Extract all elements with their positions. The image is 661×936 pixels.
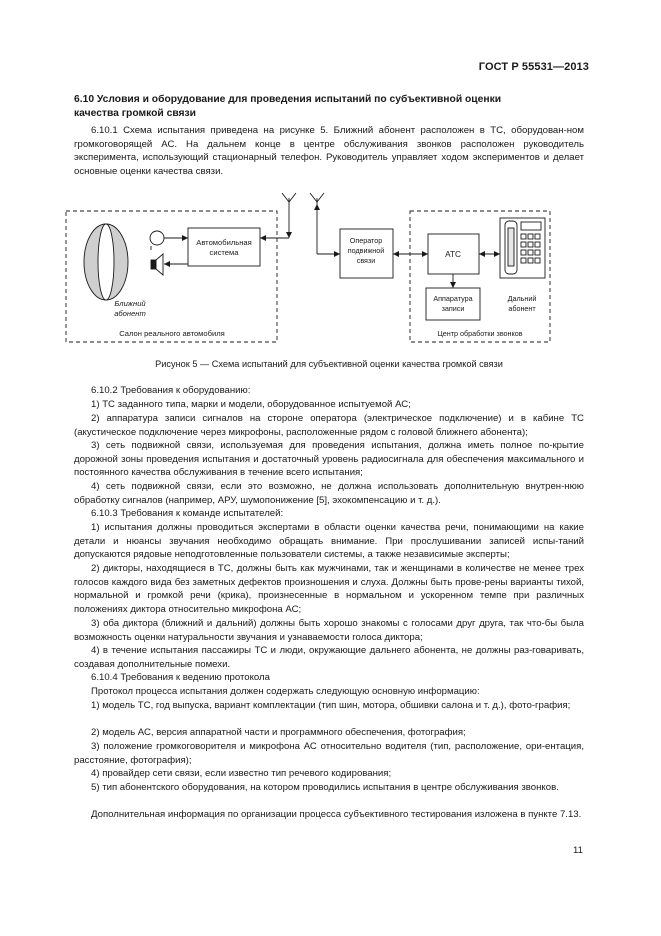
equipment-item-3: 3) сеть подвижной связи, используемая для проведения испытания, должна иметь полное по-крытие дорожной зоны проведения испытания и достаточный уровень радиосигнала для обеспечения максимального и постоянного качества обслуживания в течение всего испытания;: [74, 440, 584, 479]
protocol-item-5: 5) тип абонентского оборудования, на котором проводились испытания в центре обслуживания звонков.: [91, 782, 559, 793]
car-system-box: [188, 228, 260, 266]
page-number: 11: [573, 845, 583, 856]
equipment-title: 6.10.2 Требования к оборудованию:: [91, 385, 251, 396]
operator-antenna-icon: [310, 193, 324, 254]
standard-code: ГОСТ Р 55531—2013: [478, 61, 589, 73]
near-subscriber-label-1: Ближний: [114, 299, 146, 308]
team-item-3: 3) оба диктора (ближний и дальний) должны быть хорошо знакомы с голосами друг друга, так что-бы была возможность оценки натуральности звучания и узнаваемости голоса диктора;: [74, 618, 584, 643]
operator-label-3: связи: [356, 256, 376, 265]
test-scheme-diagram: [60, 188, 600, 348]
equipment-item-1: 1) ТС заданного типа, марки и модели, оборудованное испытуемой АС;: [91, 399, 411, 410]
intro-paragraph: 6.10.1 Схема испытания приведена на рисунке 5. Ближний абонент расположен в ТС, оборудован-ном громкоговорящей АС. На дальнем конце в центре обслуживания звонков расположен руководитель эксперимента, использующий стационарный телефон. Руководитель управляет ходом экспериментов и делает основные оценки качества связи.: [74, 125, 584, 178]
desk-phone-icon: [500, 218, 545, 278]
car-system-label-1: Автомобильная: [196, 238, 252, 247]
figure-caption: Рисунок 5 — Схема испытаний для субъективной оценки качества громкой связи: [155, 359, 503, 369]
operator-label-2: подвижной: [347, 246, 385, 255]
protocol-item-3: 3) положение громкоговорителя и микрофона АС относительно водителя (тип, расположение, ори-ентация, расстояние, фотография);: [74, 741, 584, 766]
protocol-item-4: 4) провайдер сети связи, если известно тип речевого кодирования;: [91, 768, 392, 779]
near-subscriber-head-icon: [84, 224, 128, 300]
far-subscriber-label-1: Дальний: [507, 294, 537, 303]
protocol-extra: Дополнительная информация по организации процесса субъективного тестирования изложена в пункте 7.13.: [91, 809, 582, 820]
team-item-2: 2) дикторы, находящиеся в ТС, должны быть как мужчинами, так и женщинами в количестве не менее трех голосов каждого вида без заметных дефектов произношения и слуха. Должны быть прове-рены варианты тихой, нормальной и громкой речи (крика), произнесенные в нормальном и ускоренном темпе при различных положениях диктора относительно микрофона АС;: [74, 563, 584, 616]
section-title-line2: качества громкой связи: [74, 107, 196, 119]
team-item-1: 1) испытания должны проводиться экспертами в области оценки качества речи, понимающими на какие детали и нюансы звучания необходимо обращать внимание. При прослушивании записей испы-таний допускаются рядовые неподготовленные пользователи системы, а также независимые эксперты;: [74, 522, 584, 561]
team-item-4: 4) в течение испытания пассажиры ТС и люди, окружающие дальнего абонента, не должны раз-говаривать, создавая дополнительные помехи.: [74, 645, 584, 670]
recorder-label-2: записи: [441, 304, 465, 313]
car-system-label-2: система: [209, 248, 239, 257]
far-subscriber-label-2: абонент: [508, 304, 536, 313]
protocol-item-2: 2) модель АС, версия аппаратной части и программного обеспечения, фотография;: [91, 727, 466, 738]
equipment-item-2: 2) аппаратура записи сигналов на стороне оператора (электрическое подключение) и в кабине ТС (акустическое подключение через микрофоны, расположенные рядом с головой ближнего абонента);: [74, 413, 584, 438]
ats-label: АТС: [445, 250, 461, 259]
equipment-item-4: 4) сеть подвижной связи, если это возможно, не должна использовать дополнительную внутрен-нюю обработку сигналов (например, АРУ, шумопонижение [5], эхокомпенсацию и т. д.).: [74, 481, 584, 506]
recorder-label-1: Аппаратура: [433, 294, 473, 303]
car-salon-label: Салон реального автомобиля: [119, 329, 225, 338]
protocol-item-1: 1) модель ТС, год выпуска, вариант комплектации (тип шин, мотора, обшивки салона и т. д.), фото-графия;: [91, 700, 571, 711]
team-title: 6.10.3 Требования к команде испытателей:: [91, 508, 284, 519]
operator-label-1: Оператор: [349, 236, 383, 245]
protocol-title: 6.10.4 Требования к ведению протокола: [91, 672, 270, 683]
call-center-box: [410, 211, 550, 342]
section-title-line1: 6.10 Условия и оборудование для проведения испытаний по субъективной оценки: [74, 94, 502, 105]
car-antenna-icon: [282, 193, 296, 238]
near-subscriber-label-2: абонент: [114, 309, 146, 318]
call-center-label: Центр обработки звонков: [437, 329, 523, 338]
section-title: [74, 93, 594, 120]
speaker-icon: [151, 254, 163, 275]
protocol-intro: Протокол процесса испытания должен содержать следующую основную информацию:: [91, 686, 480, 697]
microphone-icon: [150, 231, 164, 250]
